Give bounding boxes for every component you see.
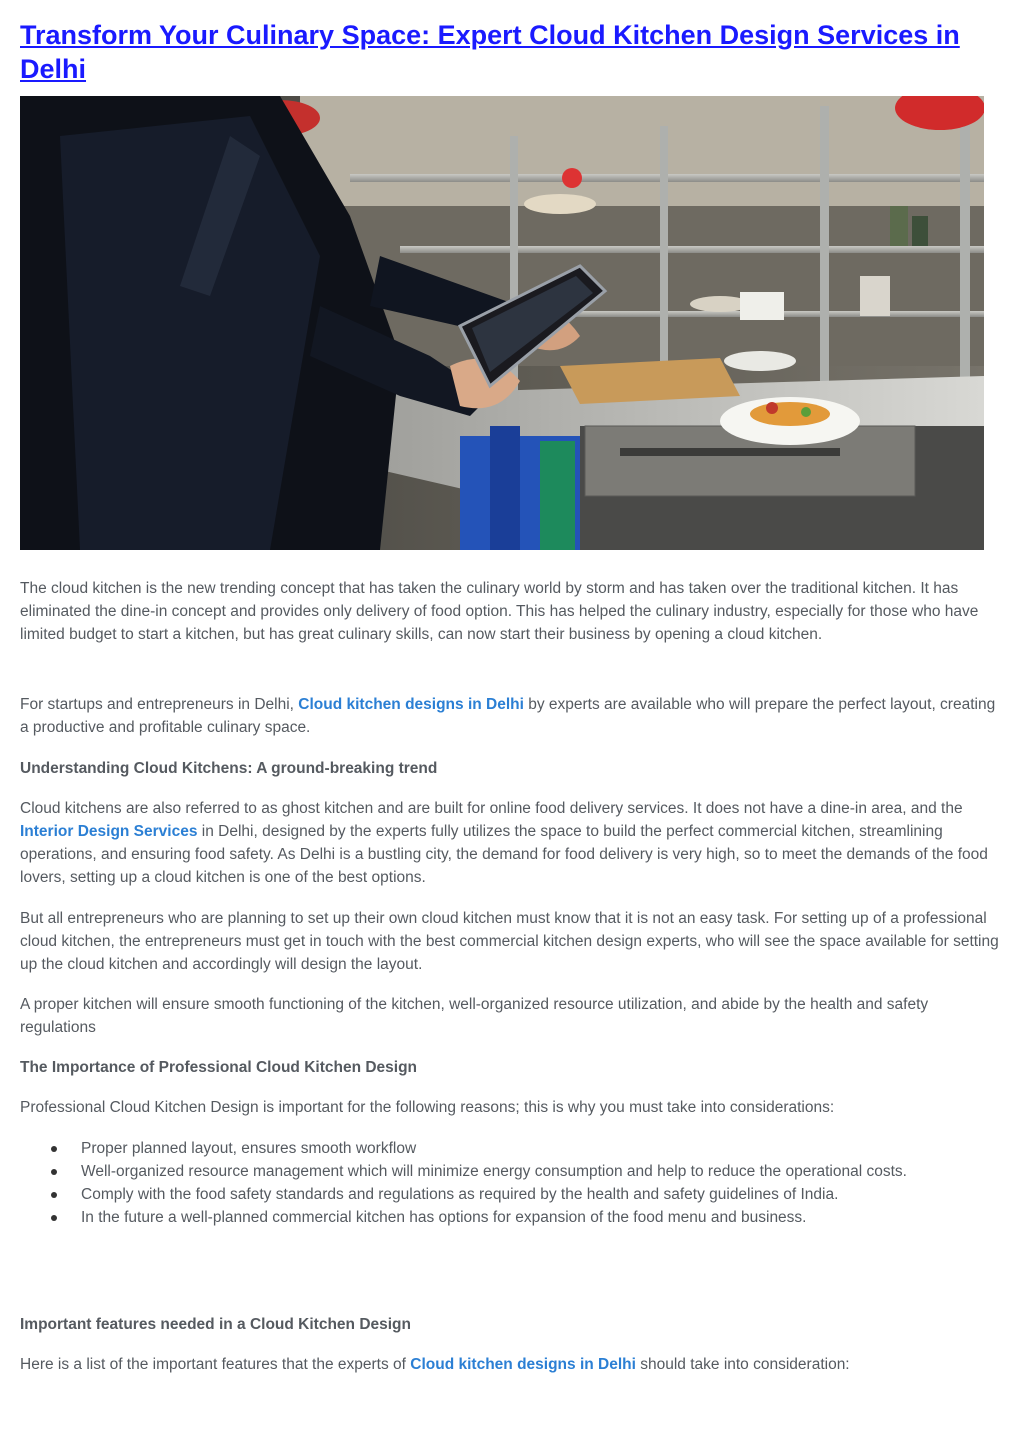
list-item [20,1137,1000,1160]
bullet-icon [51,1146,57,1152]
reasons-list [20,1137,1000,1229]
list-item-text: Proper planned layout, ensures smooth workflow [81,1140,417,1157]
proper-kitchen-paragraph: A proper kitchen will ensure smooth functioning of the kitchen, well-organized resource utilization, and abide by the health and safety regulations [20,996,929,1036]
list-item-text: Well-organized resource management which will minimize energy consumption and help to reduce the operational costs. [81,1163,907,1180]
text-segment: by experts are available who will prepare the perfect layout, creating a productive and profitable culinary space. [20,696,996,736]
bullet-icon [51,1215,57,1221]
cloud-kitchen-designs-link-2[interactable]: Cloud kitchen designs in Delhi [410,1356,636,1373]
entrepreneurs-paragraph: But all entrepreneurs who are planning to set up their own cloud kitchen must know that it is not an easy task. For setting up of a professional cloud kitchen, the entrepreneurs must get in touch with the best commercial kitchen design experts, who will see the space available for setting up the cloud kitchen and accordingly will design the layout. [20,910,999,973]
page-title-link[interactable]: Transform Your Culinary Space: Expert Cloud Kitchen Design Services in Delhi [20,20,960,84]
bullet-icon [51,1169,57,1175]
text-segment: Cloud kitchens are also referred to as ghost kitchen and are built for online food delivery services. It does not have a dine-in area, and the [20,800,963,817]
list-item [20,1160,1000,1183]
bullet-icon [51,1192,57,1198]
text-segment: should take into consideration: [635,1356,850,1373]
intro-paragraph: The cloud kitchen is the new trending concept that has taken the culinary world by storm and has taken over the traditional kitchen. It has eliminated the dine-in concept and provides only delivery of food option. This has helped the culinary industry, especially for those who have limited budget to start a kitchen, but has great culinary skills, can now start their business by opening a cloud kitchen. [20,580,979,643]
text-segment: For startups and entrepreneurs in Delhi, [20,696,299,713]
importance-intro-paragraph: Professional Cloud Kitchen Design is important for the following reasons; this is why you must take into considerations: [20,1099,835,1116]
kitchen-photo-illustration [20,96,984,550]
features-intro-paragraph [20,1353,1002,1376]
hero-image [20,96,984,550]
list-item-text: Comply with the food safety standards and regulations as required by the health and safety guidelines of India. [81,1186,839,1203]
cloud-kitchen-designs-link[interactable]: Cloud kitchen designs in Delhi [298,696,524,713]
section-heading-features: Important features needed in a Cloud Kitchen Design [20,1316,411,1333]
section-heading-importance: The Importance of Professional Cloud Kitchen Design [20,1059,418,1076]
list-item-text: In the future a well-planned commercial kitchen has options for expansion of the food menu and business. [81,1209,807,1226]
list-item [20,1183,1000,1206]
text-segment: Here is a list of the important features that the experts of [20,1356,411,1373]
section-heading-understanding: Understanding Cloud Kitchens: A ground-breaking trend [20,760,438,777]
startups-paragraph [20,693,1002,739]
interior-design-services-link[interactable]: Interior Design Services [20,823,198,840]
cloud-kitchens-paragraph [20,797,1002,889]
text-segment: in Delhi, designed by the experts fully utilizes the space to build the perfect commercial kitchen, streamlining operations, and ensuring food safety. As Delhi is a bustling city, the demand for food delivery is very high, so to meet the demands of the food lovers, setting up a cloud kitchen is one of the best options. [20,823,988,886]
list-item [20,1206,1000,1229]
